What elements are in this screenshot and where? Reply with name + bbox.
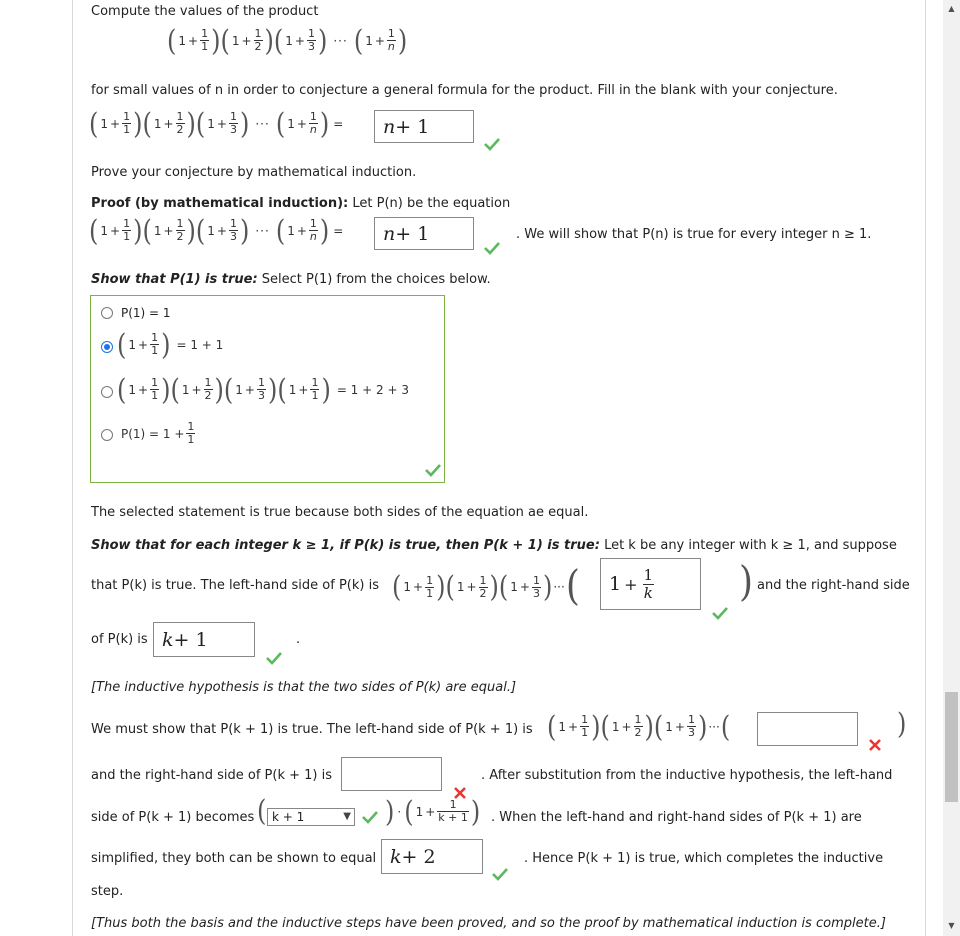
check-icon: [425, 463, 441, 477]
open-paren: (: [257, 794, 267, 828]
proof-heading: Proof (by mathematical induction): Let P(n) be the equation: [91, 196, 511, 211]
prove-text: Prove your conjecture by mathematical induction.: [91, 165, 417, 180]
conclusion-text: [Thus both the basis and the inductive steps have been proved, and so the proof by mathematical induction is complete.]: [91, 916, 886, 931]
check-icon: [484, 241, 500, 255]
choice-1-radio[interactable]: [101, 307, 113, 319]
show-p1-heading: Show that P(1) is true: Select P(1) from the choices below.: [91, 272, 491, 287]
choice-3-label: ( 1 + $\frac{1}{1}$ ) ( 1 + $\frac{1}{2}$ ) ( 1 + $\frac{1}{3}$ ) ( 1 + $\frac{1}{1}$ ) = 1 + 2 + 3: [117, 372, 409, 407]
check-icon: [362, 810, 378, 824]
content-left-border: [72, 0, 73, 936]
inductive-hypothesis-text: [The inductive hypothesis is that the two sides of P(k) are equal.]: [91, 680, 517, 695]
check-icon: [492, 867, 508, 881]
cross-icon: [868, 738, 882, 752]
rhs-pk1-text: and the right-hand side of P(k + 1) is: [91, 768, 333, 783]
lhs-pk-text: that P(k) is true. The left-hand side of P(k) is: [91, 578, 379, 593]
scroll-thumb[interactable]: [945, 692, 958, 802]
side-becomes-text: side of P(k + 1) becomes: [91, 810, 255, 825]
chevron-down-icon: ▼: [343, 811, 351, 822]
period-text: .: [296, 632, 301, 647]
pk1-close-paren: ): [897, 707, 907, 741]
choice-2-label: ( 1 + $\frac{1}{1}$ ) = 1 + 1: [117, 327, 224, 362]
will-show-text: . We will show that P(n) is true for every integer n ≥ 1.: [516, 227, 872, 242]
and-rhs-text: and the right-hand side: [757, 578, 910, 593]
substitution-select[interactable]: k + 1 ▼: [267, 808, 355, 826]
pk1-product: ( 1 + $\frac{1}{1}$ ) ( 1 + $\frac{1}{2}$ ) ( 1 + $\frac{1}{3}$ ) ··· (: [547, 709, 731, 744]
step-text: step.: [91, 884, 124, 899]
choice-4-radio[interactable]: [101, 429, 113, 441]
pk-close-paren: ): [739, 558, 754, 606]
choice-4-label: P(1) = 1 + $\frac{1}{1}$: [121, 420, 195, 446]
must-show-text: We must show that P(k + 1) is true. The left-hand side of P(k + 1) is: [91, 722, 533, 737]
intro-text: Compute the values of the product: [91, 4, 319, 19]
check-icon: [712, 606, 728, 620]
selected-true-text: The selected statement is true because both sides of the equation ae equal.: [91, 505, 589, 520]
hence-text: . Hence P(k + 1) is true, which completes the inductive: [524, 851, 884, 866]
check-icon: [266, 651, 282, 665]
content-right-border: [925, 0, 926, 936]
scroll-down-icon[interactable]: ▼: [948, 921, 955, 930]
pk1-rhs-input[interactable]: [341, 757, 442, 791]
pk-last-factor-input[interactable]: 1 + $\frac{1}{k}$: [600, 558, 701, 610]
conjecture-product: ( 1 + $\frac{1}{1}$ ) ( 1 + $\frac{1}{2}$ ) ( 1 + $\frac{1}{3}$ ) ··· ( 1 + $\frac{1}{n}$ ) =: [89, 106, 344, 141]
pk-rhs-input[interactable]: k + 1: [153, 622, 255, 657]
conjecture-input[interactable]: n + 1: [374, 110, 474, 143]
of-pk-is-text: of P(k) is: [91, 632, 148, 647]
pn-input[interactable]: n + 1: [374, 217, 474, 250]
vertical-scrollbar[interactable]: [943, 0, 960, 936]
instruction-text: for small values of n in order to conjecture a general formula for the product. Fill in the blank with your conjecture.: [91, 83, 838, 98]
simplified-equal-text: simplified, they both can be shown to equal: [91, 851, 377, 866]
scroll-up-icon[interactable]: ▲: [948, 4, 955, 13]
final-answer-input[interactable]: k + 2: [381, 839, 483, 874]
after-sub-text: . After substitution from the inductive hypothesis, the left-hand: [481, 768, 893, 783]
pk1-last-factor-input[interactable]: [757, 712, 858, 746]
choice-3-radio[interactable]: [101, 386, 113, 398]
inductive-step-heading: Show that for each integer k ≥ 1, if P(k) is true, then P(k + 1) is true: Let k be any integer with k ≥ 1, and suppose: [91, 538, 897, 553]
choice-1-label: P(1) = 1: [121, 306, 171, 320]
choice-2-radio[interactable]: [101, 341, 113, 353]
multiply-factor: ) · ( 1 + $\frac{1}{k + 1}$ ): [385, 794, 481, 829]
pk-product: ( 1 + $\frac{1}{1}$ ) ( 1 + $\frac{1}{2}$ ) ( 1 + $\frac{1}{3}$ ) ··· (: [392, 562, 580, 610]
when-simplified-text: . When the left-hand and right-hand sides of P(k + 1) are: [491, 810, 862, 825]
pn-product: ( 1 + $\frac{1}{1}$ ) ( 1 + $\frac{1}{2}$ ) ( 1 + $\frac{1}{3}$ ) ··· ( 1 + $\frac{1}{n}$ ) =: [89, 213, 344, 248]
product-display: ( 1 + $\frac{1}{1}$ ) ( 1 + $\frac{1}{2}$ ) ( 1 + $\frac{1}{3}$ ) ··· ( 1 + $\frac{1}{n}$ ): [167, 23, 408, 58]
check-icon: [484, 137, 500, 151]
